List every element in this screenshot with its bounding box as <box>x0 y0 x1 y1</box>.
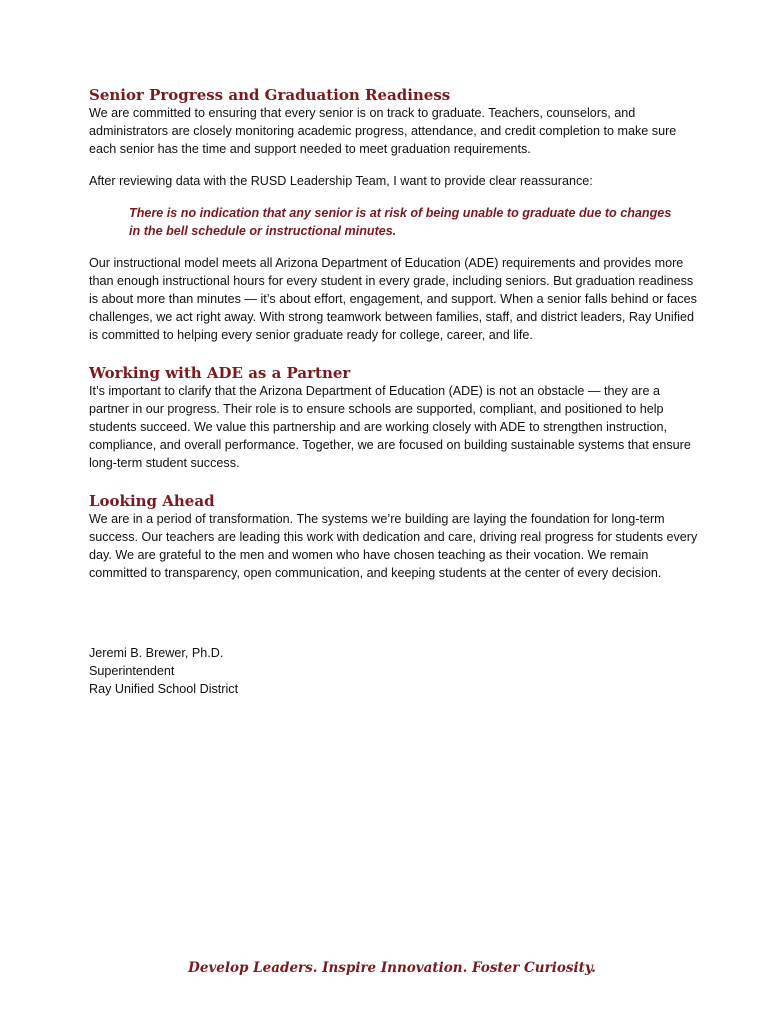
letter-body <box>89 86 701 582</box>
footer-motto: Develop Leaders. Inspire Innovation. Foster Curiosity. <box>188 960 596 976</box>
paragraph-ade-1: It’s important to clarify that the Arizona Department of Education (ADE) is not an obstacle — they are a partner in our progress. Their role is to ensure schools are supported, compliant, and positioned to help students succeed. We value this partnership and are working closely with ADE to strengthen instruction, compliance, and overall performance. Together, we are focused on building sustainable systems that ensure long-term student success. <box>89 384 691 470</box>
paragraph-senior-2: After reviewing data with the RUSD Leadership Team, I want to provide clear reassurance: <box>89 174 593 188</box>
section-senior-progress <box>89 86 701 344</box>
section-heading-senior-progress: Senior Progress and Graduation Readiness <box>89 86 451 104</box>
signature-block <box>89 644 238 698</box>
signature-name: Jeremi B. Brewer, Ph.D. <box>89 646 224 660</box>
paragraph-senior-1: We are committed to ensuring that every senior is on track to graduate. Teachers, counselors, and administrators are closely monitoring academic progress, attendance, and credit completion to make sure each senior has the time and support needed to meet graduation requirements. <box>89 106 677 156</box>
signature-title: Superintendent <box>89 664 175 678</box>
reassurance-quote: There is no indication that any senior is at risk of being unable to graduate due to changes in the bell schedule or instructional minutes. <box>129 206 672 238</box>
section-ade-partner <box>89 364 701 472</box>
paragraph-senior-3: Our instructional model meets all Arizona Department of Education (ADE) requirements and provides more than enough instructional hours for every student in every grade, including seniors. But graduation readiness is about more than minutes — it’s about effort, engagement, and support. When a senior falls behind or faces challenges, we act right away. With strong teamwork between families, staff, and district leaders, Ray Unified is committed to helping every senior graduate ready for college, career, and life. <box>89 256 697 342</box>
section-heading-looking-ahead: Looking Ahead <box>89 492 215 510</box>
section-looking-ahead <box>89 492 701 582</box>
section-heading-ade-partner: Working with ADE as a Partner <box>89 364 351 382</box>
paragraph-ahead-1: We are in a period of transformation. The systems we’re building are laying the foundation for long-term success. Our teachers are leading this work with dedication and care, driving real progress for students every day. We are grateful to the men and women who have chosen teaching as their vocation. We remain committed to transparency, open communication, and keeping students at the center of every decision. <box>89 512 698 580</box>
signature-org: Ray Unified School District <box>89 682 239 696</box>
